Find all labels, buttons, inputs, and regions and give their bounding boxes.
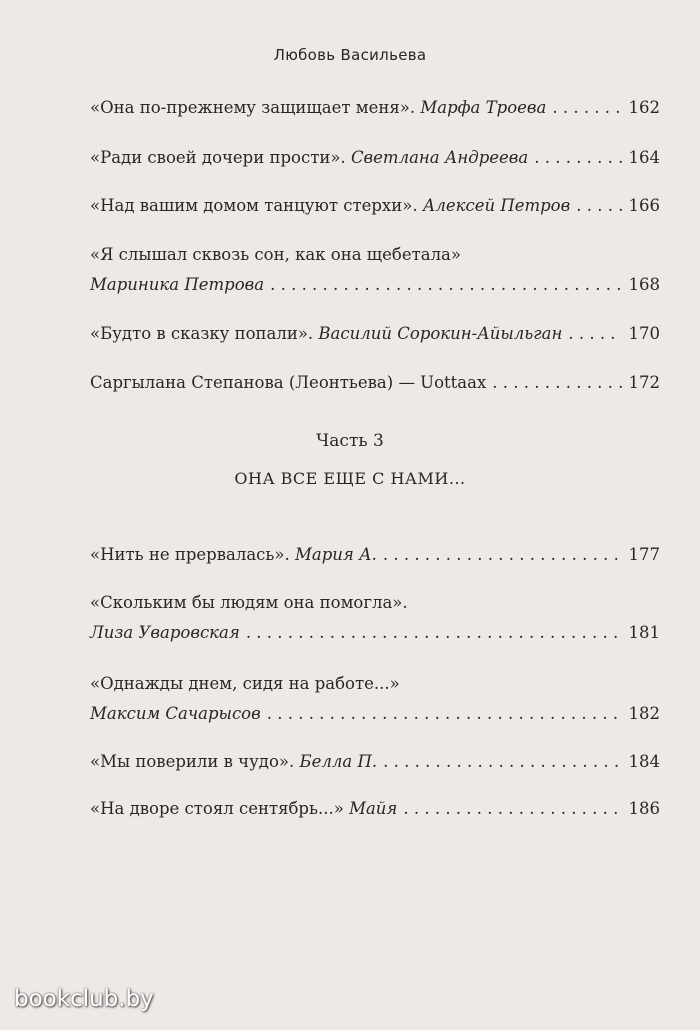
toc-entry — [90, 97, 660, 119]
site-watermark: bookclub.by — [14, 986, 154, 1012]
toc-entry — [90, 751, 660, 773]
entry-title: Саргылана Степанова (Леонтьева) — Uottaax — [90, 373, 487, 392]
page-number: 184 — [628, 752, 660, 771]
entry-author: Белла П. — [299, 752, 378, 771]
entry-author: Алексей Петров — [422, 196, 571, 215]
entry-author: Василий Сорокин-Айыльган — [318, 324, 563, 343]
entry-title: «Мы поверили в чудо». — [90, 752, 295, 771]
part-title: ОНА ВСЕ ЕЩЕ С НАМИ... — [234, 469, 466, 488]
page-number: 162 — [628, 98, 660, 117]
entry-title: «Она по-прежнему защищает меня». — [90, 98, 416, 117]
entry-title: «Будто в сказку попали». — [90, 324, 314, 343]
toc-entry — [90, 798, 660, 820]
toc-entry — [90, 323, 660, 345]
toc-entry-title — [90, 798, 397, 820]
page-number: 182 — [628, 704, 660, 723]
toc-entry-title — [90, 195, 570, 217]
page-number: 164 — [628, 148, 660, 167]
entry-title: «Ради своей дочери прости». — [90, 148, 346, 167]
entry-author: Марфа Троева — [420, 98, 547, 117]
page-number: 172 — [628, 373, 660, 392]
page-number: 166 — [628, 196, 660, 215]
page-number: 170 — [628, 324, 660, 343]
toc-entry — [90, 703, 660, 725]
toc-entry-title — [90, 97, 546, 119]
toc-entry — [90, 147, 660, 169]
dot-leader — [383, 751, 622, 773]
dot-leader — [492, 372, 622, 394]
toc-entry-title — [90, 544, 377, 566]
toc-entry — [90, 622, 660, 644]
entry-title: «Однажды днем, сидя на работе...» — [90, 674, 400, 693]
entry-author: Майя — [349, 799, 398, 818]
toc-entry-title — [90, 751, 377, 773]
entry-title: «Скольким бы людям она помогла». — [90, 593, 408, 612]
entry-title: «На дворе стоял сентябрь...» — [90, 799, 344, 818]
page-number: 186 — [628, 799, 660, 818]
page-number: 181 — [628, 623, 660, 642]
entry-title: «Я слышал сквозь сон, как она щебетала» — [90, 245, 461, 264]
dot-leader — [534, 147, 622, 169]
dot-leader — [552, 97, 622, 119]
running-head: Любовь Васильева — [273, 46, 427, 64]
dot-leader — [246, 622, 622, 644]
dot-leader — [267, 703, 622, 725]
entry-author: Мариника Петрова — [90, 275, 265, 294]
toc-entry-title — [90, 323, 562, 345]
page-number: 177 — [628, 545, 660, 564]
dot-leader — [383, 544, 622, 566]
dot-leader — [270, 274, 622, 296]
entry-author: Максим Сачарысов — [90, 704, 261, 723]
toc-entry — [90, 372, 660, 394]
page-number: 168 — [628, 275, 660, 294]
toc-entry — [90, 544, 660, 566]
entry-author: Лиза Уваровская — [90, 623, 240, 642]
entry-author: Светлана Андреева — [350, 148, 529, 167]
entry-title: «Нить не прервалась». — [90, 545, 290, 564]
toc-entry — [90, 195, 660, 217]
dot-leader — [576, 195, 622, 217]
entry-author: Мария А. — [295, 545, 377, 564]
dot-leader — [568, 323, 622, 345]
entry-title: «Над вашим домом танцуют стерхи». — [90, 196, 418, 215]
part-label: Часть 3 — [316, 431, 384, 451]
toc-entry — [90, 274, 660, 296]
dot-leader — [403, 798, 622, 820]
toc-entry-title — [90, 147, 528, 169]
